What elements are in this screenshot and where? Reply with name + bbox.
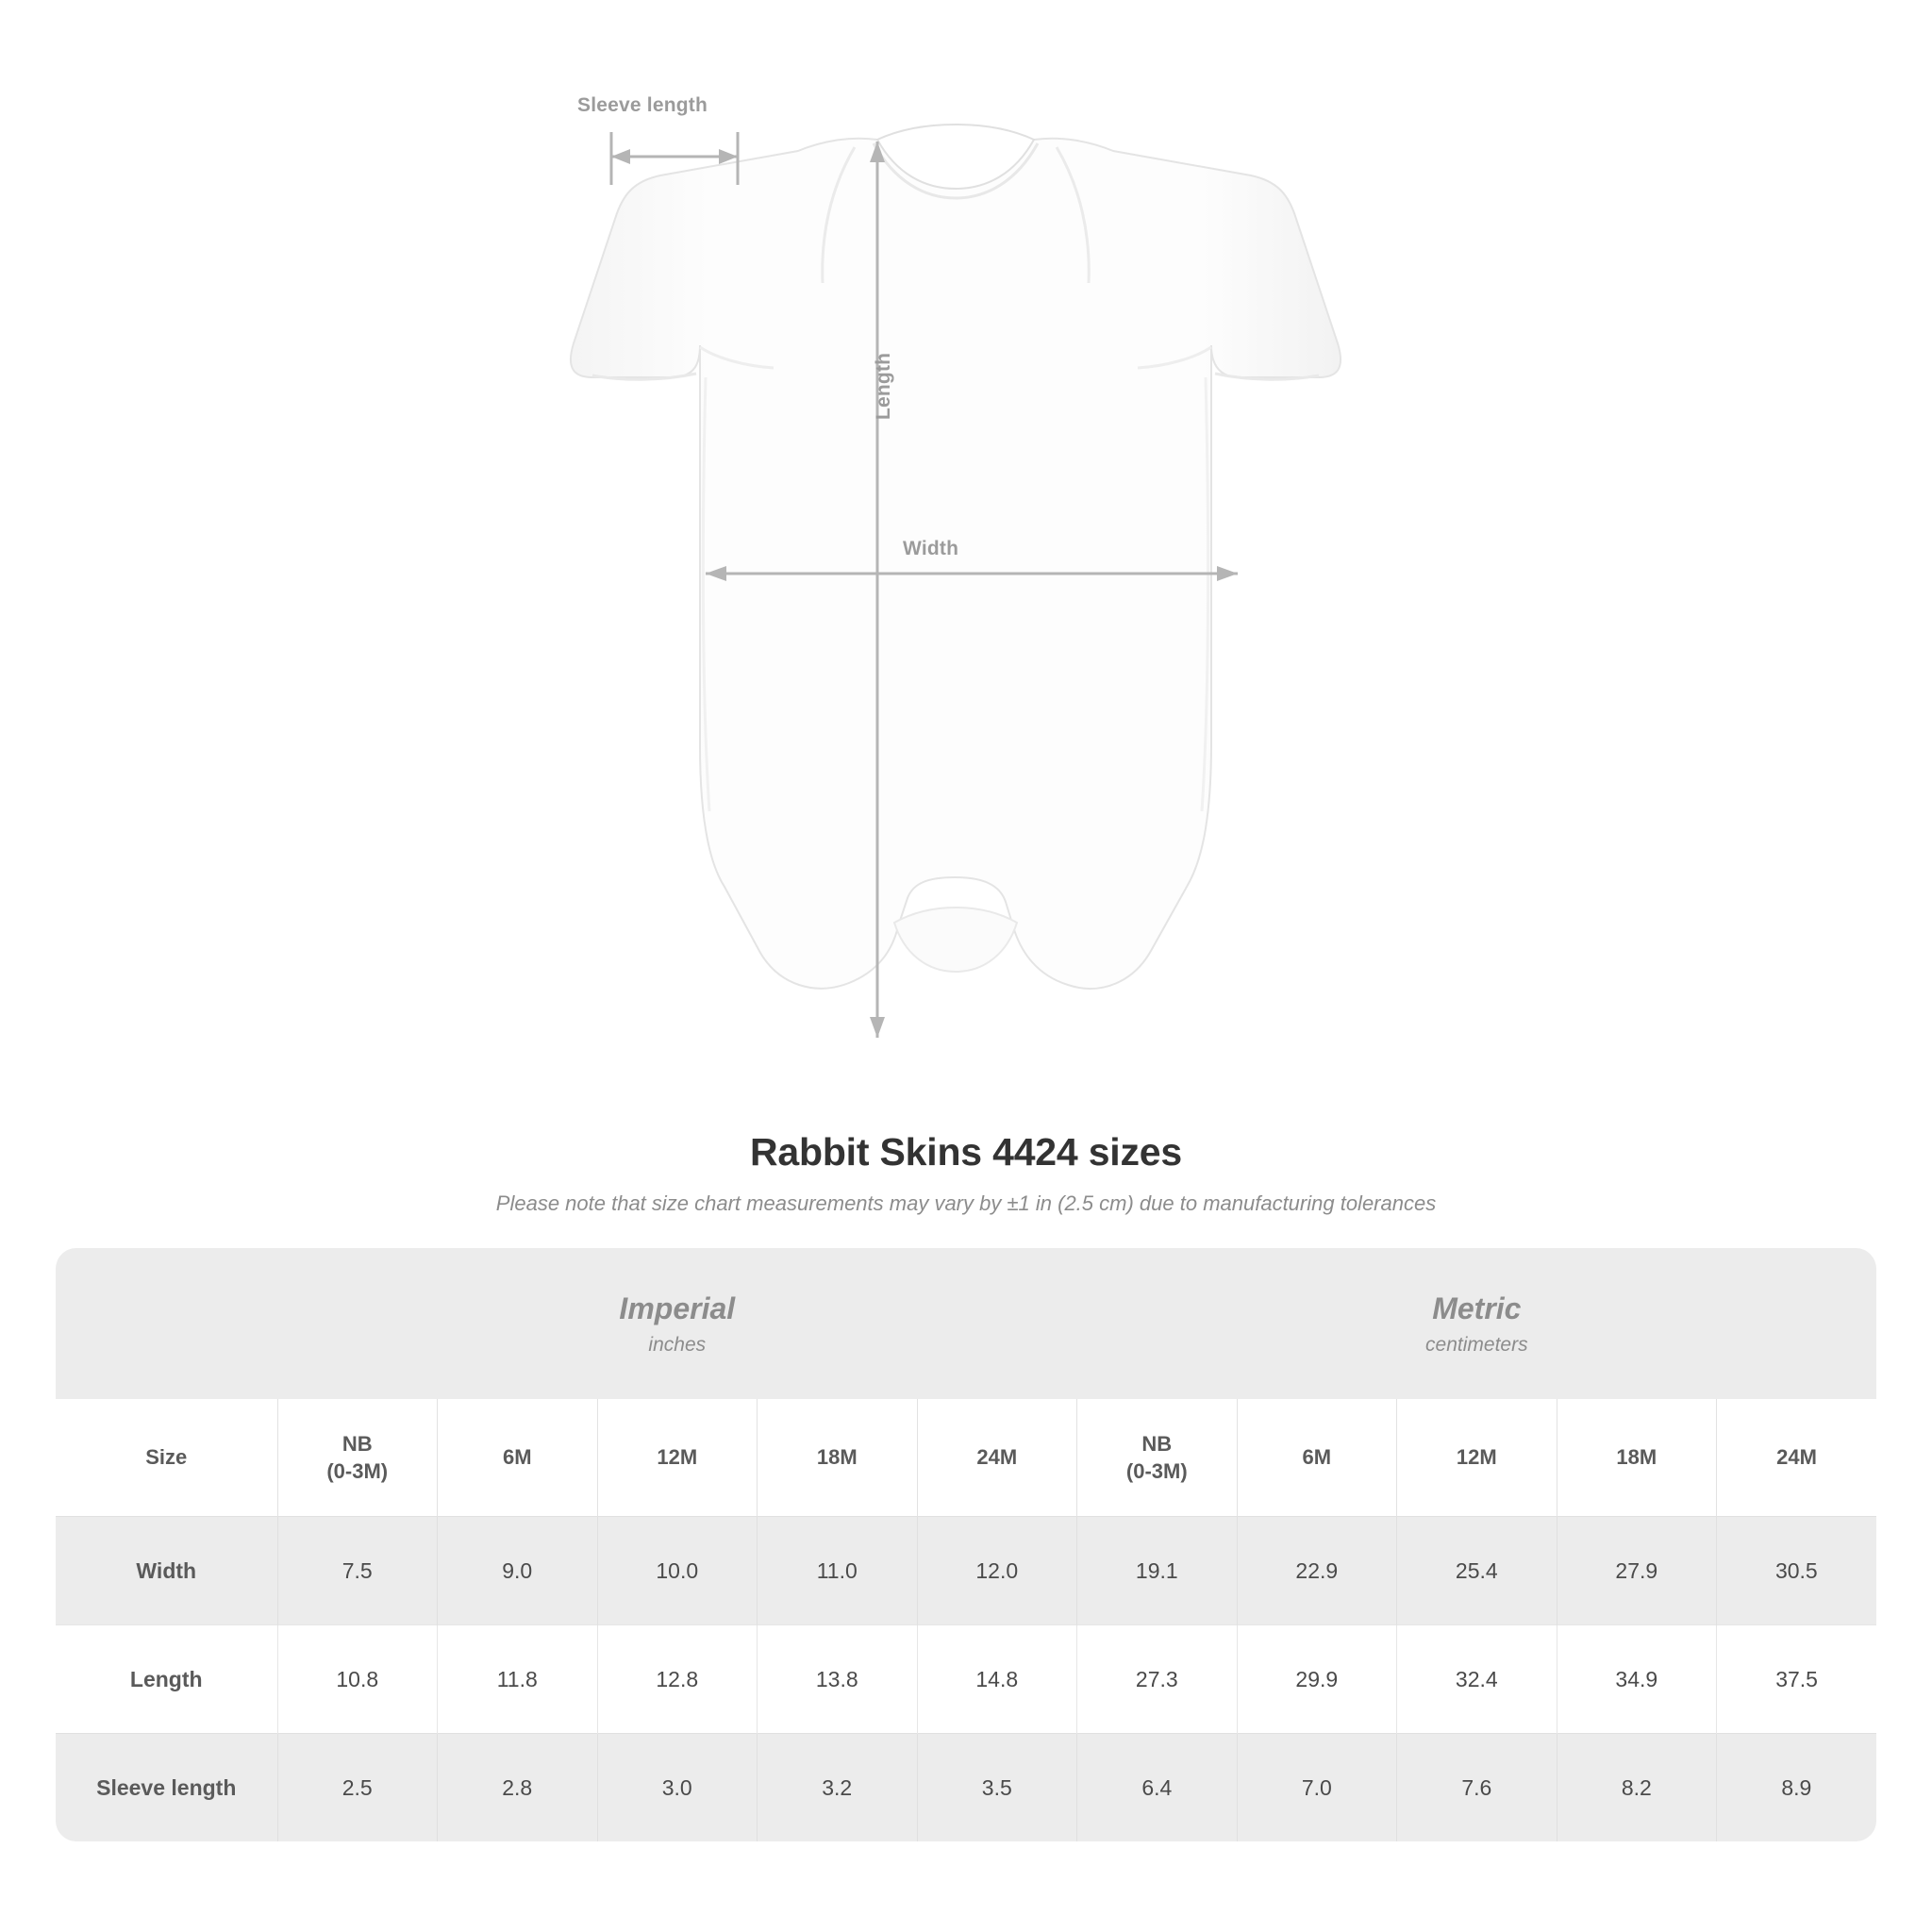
col-header-imperial-18m: 18M — [758, 1399, 918, 1517]
col-header-imperial-24m: 24M — [917, 1399, 1077, 1517]
col-header-main: NB — [1141, 1431, 1173, 1456]
col-header-main: NB — [341, 1431, 373, 1456]
cell-sleeve-imperial-24m: 3.5 — [917, 1734, 1077, 1842]
cell-sleeve-imperial-6m: 2.8 — [438, 1734, 598, 1842]
col-header-imperial-6m: 6M — [438, 1399, 598, 1517]
col-header-metric-12m: 12M — [1397, 1399, 1557, 1517]
width-label: Width — [903, 538, 959, 559]
size-table — [56, 1248, 1876, 1841]
size-table-wrapper — [56, 1248, 1876, 1841]
cell-sleeve-imperial-12m: 3.0 — [597, 1734, 758, 1842]
unit-group-metric — [1077, 1248, 1876, 1399]
cell-width-metric-24m: 30.5 — [1717, 1517, 1876, 1625]
unit-metric-name: Metric — [1432, 1291, 1522, 1325]
cell-sleeve-metric-18m: 8.2 — [1557, 1734, 1717, 1842]
col-header-metric-18m: 18M — [1557, 1399, 1717, 1517]
row-label-width: Width — [56, 1517, 277, 1625]
table-row — [56, 1517, 1876, 1625]
cell-length-imperial-24m: 14.8 — [917, 1625, 1077, 1734]
cell-length-metric-24m: 37.5 — [1717, 1625, 1876, 1734]
cell-width-metric-12m: 25.4 — [1397, 1517, 1557, 1625]
col-header-metric-6m: 6M — [1237, 1399, 1397, 1517]
cell-sleeve-metric-12m: 7.6 — [1397, 1734, 1557, 1842]
col-header-imperial-12m: 12M — [597, 1399, 758, 1517]
col-header-metric-24m: 24M — [1717, 1399, 1876, 1517]
cell-length-metric-12m: 32.4 — [1397, 1625, 1557, 1734]
cell-length-imperial-nb: 10.8 — [277, 1625, 438, 1734]
sleeve-length-label: Sleeve length — [577, 94, 708, 116]
col-header-metric-nb — [1077, 1399, 1238, 1517]
cell-length-metric-nb: 27.3 — [1077, 1625, 1238, 1734]
cell-width-metric-nb: 19.1 — [1077, 1517, 1238, 1625]
cell-length-metric-6m: 29.9 — [1237, 1625, 1397, 1734]
unit-imperial-name: Imperial — [619, 1291, 736, 1325]
cell-sleeve-metric-6m: 7.0 — [1237, 1734, 1397, 1842]
unit-group-imperial — [277, 1248, 1077, 1399]
length-label: Length — [873, 352, 894, 420]
cell-length-metric-18m: 34.9 — [1557, 1625, 1717, 1734]
title-block — [0, 1130, 1932, 1216]
size-header-row — [56, 1399, 1876, 1517]
size-header-label: Size — [56, 1399, 277, 1517]
unit-imperial-sub: inches — [648, 1333, 707, 1356]
cell-width-imperial-6m: 9.0 — [438, 1517, 598, 1625]
cell-width-imperial-nb: 7.5 — [277, 1517, 438, 1625]
cell-width-metric-18m: 27.9 — [1557, 1517, 1717, 1625]
cell-width-metric-6m: 22.9 — [1237, 1517, 1397, 1625]
table-row — [56, 1625, 1876, 1734]
cell-length-imperial-6m: 11.8 — [438, 1625, 598, 1734]
col-header-sub: (0-3M) — [1125, 1458, 1188, 1483]
unit-metric-sub: centimeters — [1425, 1333, 1528, 1356]
cell-length-imperial-12m: 12.8 — [597, 1625, 758, 1734]
unit-blank-cell — [56, 1248, 277, 1399]
cell-length-imperial-18m: 13.8 — [758, 1625, 918, 1734]
col-header-sub: (0-3M) — [326, 1458, 389, 1483]
page-title: Rabbit Skins 4424 sizes — [749, 1130, 1182, 1174]
cell-sleeve-metric-nb: 6.4 — [1077, 1734, 1238, 1842]
row-label-length: Length — [56, 1625, 277, 1734]
cell-width-imperial-18m: 11.0 — [758, 1517, 918, 1625]
cell-width-imperial-12m: 10.0 — [597, 1517, 758, 1625]
tolerance-note: Please note that size chart measurements may vary by ±1 in (2.5 cm) due to manufacturing tolerances — [495, 1191, 1437, 1215]
unit-header-row — [56, 1248, 1876, 1399]
col-header-imperial-nb — [277, 1399, 438, 1517]
cell-sleeve-imperial-nb: 2.5 — [277, 1734, 438, 1842]
cell-width-imperial-24m: 12.0 — [917, 1517, 1077, 1625]
table-row — [56, 1734, 1876, 1842]
cell-sleeve-metric-24m: 8.9 — [1717, 1734, 1876, 1842]
row-label-sleeve-length: Sleeve length — [56, 1734, 277, 1842]
cell-sleeve-imperial-18m: 3.2 — [758, 1734, 918, 1842]
